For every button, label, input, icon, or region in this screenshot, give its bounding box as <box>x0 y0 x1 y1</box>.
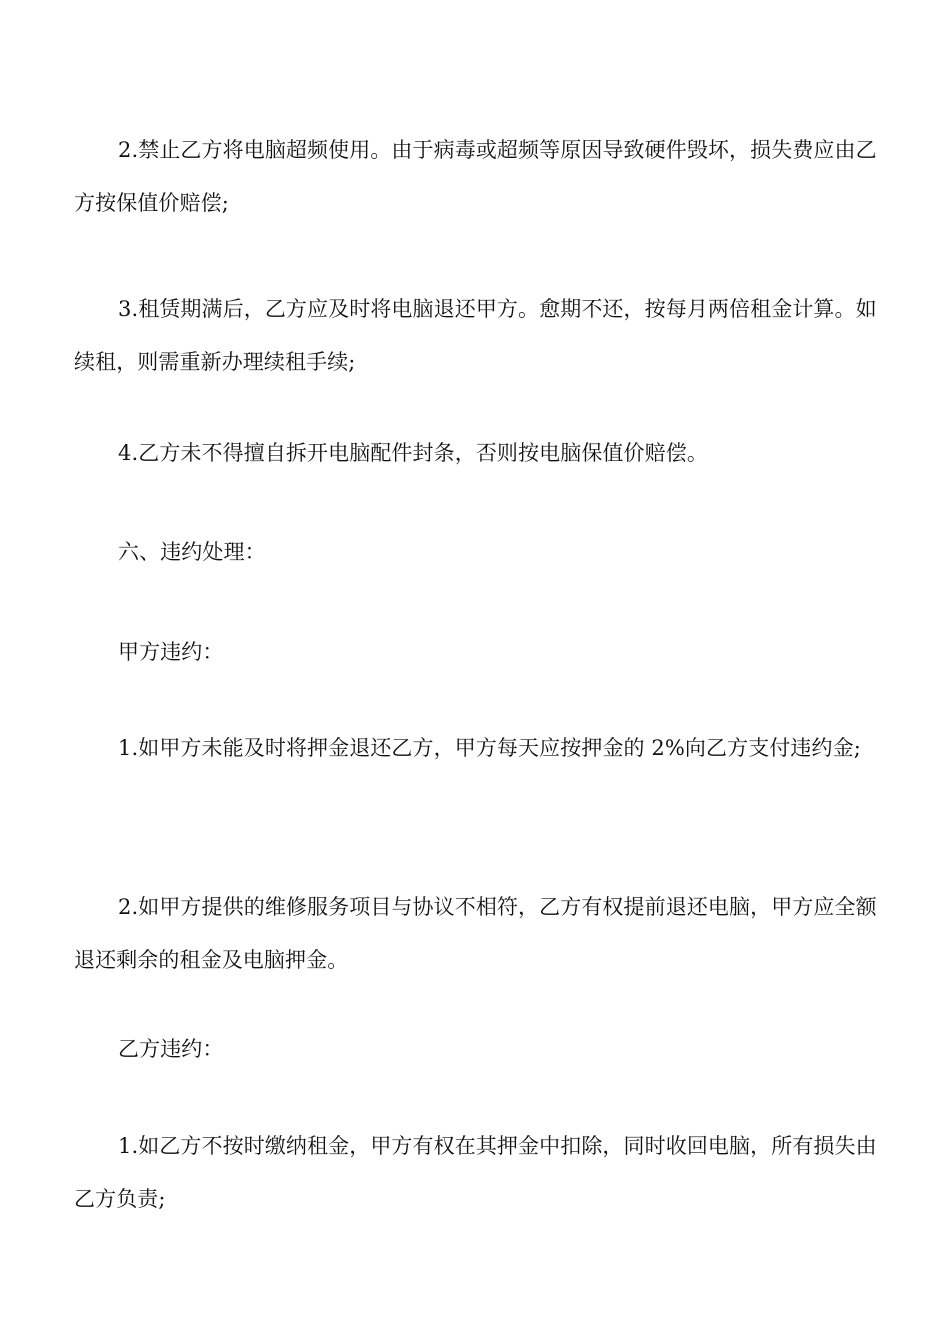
party-b-clause-1: 1.如乙方不按时缴纳租金，甲方有权在其押金中扣除，同时收回电脑，所有损失由乙方负责; <box>74 1134 877 1211</box>
party-a-breach-heading: 甲方违约： <box>118 640 224 664</box>
party-a-clause-2: 2.如甲方提供的维修服务项目与协议不相符，乙方有权提前退还电脑，甲方应全额退还剩余的租金及电脑押金。 <box>74 895 877 972</box>
clause-2-overclock: 2.禁止乙方将电脑超频使用。由于病毒或超频等原因导致硬件毁坏，损失费应由乙方按保值价赔偿; <box>74 138 877 215</box>
party-a-clause-1: 1.如甲方未能及时将押金退还乙方，甲方每天应按押金的 2%向乙方支付违约金; <box>118 736 861 760</box>
section-breach-heading: 六、违约处理： <box>118 540 266 564</box>
clause-4-seal: 4.乙方未不得擅自拆开电脑配件封条，否则按电脑保值价赔偿。 <box>118 441 708 465</box>
clause-3-lease-expiry: 3.租赁期满后，乙方应及时将电脑退还甲方。愈期不还，按每月两倍租金计算。如续租，则需重新办理续租手续; <box>74 297 877 374</box>
party-b-breach-heading: 乙方违约： <box>118 1037 224 1061</box>
